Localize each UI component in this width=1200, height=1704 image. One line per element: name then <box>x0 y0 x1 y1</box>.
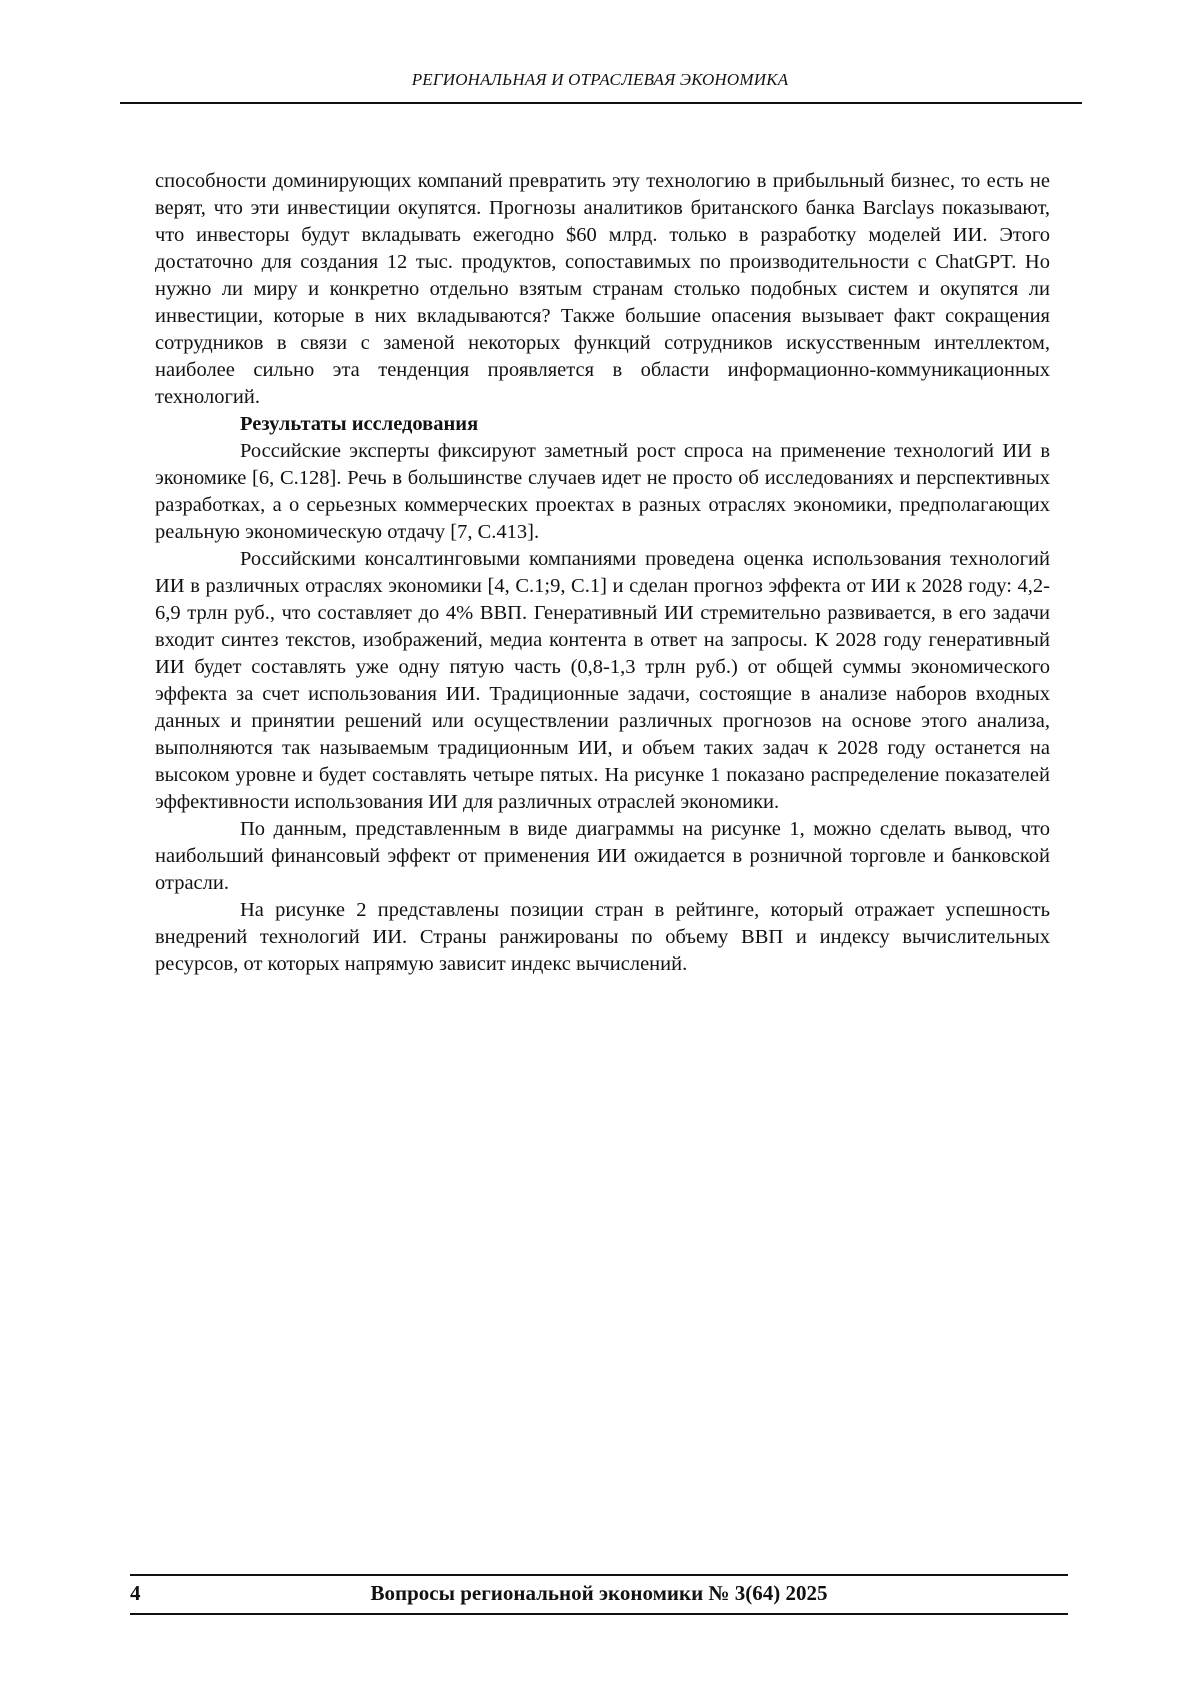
paragraph-demand: Российские эксперты фиксируют заметный рост спроса на применение технологий ИИ в экономике [6, С.128]. Речь в большинстве случаев идет не просто об исследованиях и перспективных разработках, а о серьезных коммерческих проектах в разных отраслях экономики, предполагающих реальную экономическую отдачу [7, С.413]. <box>155 440 1050 543</box>
paragraph-continuation: способности доминирующих компаний превратить эту технологию в прибыльный бизнес, то есть не верят, что эти инвестиции окупятся. Прогнозы аналитиков британского банка Barclays показывают, что инвесторы будут вкладывать ежегодно $60 млрд. только в разработку моделей ИИ. Этого достаточно для создания 12 тыс. продуктов, сопоставимых по производительности с ChatGPT. Но нужно ли миру и конкретно отдельно взятым странам столько подобных систем и окупятся ли инвестиции, которые в них вкладываются? Также большие опасения вызывает факт сокращения сотрудников в связи с заменой некоторых функций сотрудников искусственным интеллектом, наиболее сильно эта тенденция проявляется в области информационно-коммуникационных технологий. <box>155 170 1050 408</box>
paragraph-assessment: Российскими консалтинговыми компаниями проведена оценка использования технологий ИИ в различных отраслях экономики [4, С.1;9, С.1] и сделан прогноз эффекта от ИИ к 2028 году: 4,2-6,9 трлн руб., что составляет до 4% ВВП. Генеративный ИИ стремительно развивается, в его задачи входит синтез текстов, изображений, медиа контента в ответ на запросы. К 2028 году генеративный ИИ будет составлять уже одну пятую часть (0,8-1,3 трлн руб.) от общей суммы экономического эффекта за счет использования ИИ. Традиционные задачи, состоящие в анализе наборов входных данных и принятии решений или осуществлении различных прогнозов на основе этого анализа, выполняются так называемым традиционным ИИ, и объем таких задач к 2028 году останется на высоком уровне и будет составлять четыре пятых. На рисунке 1 показано распределение показателей эффективности использования ИИ для различных отраслей экономики. <box>155 548 1050 813</box>
section-heading-results: Результаты исследования <box>240 413 479 435</box>
paragraph-figure-1-conclusion: По данным, представленным в виде диаграммы на рисунке 1, можно сделать вывод, что наибольший финансовый эффект от применения ИИ ожидается в розничной торговле и банковской отрасли. <box>155 818 1050 894</box>
article-body <box>155 168 1050 978</box>
journal-title: Вопросы региональной экономики № 3(64) 2025 <box>370 1581 828 1605</box>
running-head: РЕГИОНАЛЬНАЯ И ОТРАСЛЕВАЯ ЭКОНОМИКА <box>411 70 789 89</box>
footer-divider-bottom <box>130 1613 1068 1615</box>
page-number: 4 <box>130 1581 141 1605</box>
header-divider <box>120 102 1082 104</box>
paragraph-figure-2-intro: На рисунке 2 представлены позиции стран в рейтинге, который отражает успешность внедрений технологий ИИ. Страны ранжированы по объему ВВП и индексу вычислительных ресурсов, от которых напрямую зависит индекс вычислений. <box>155 899 1050 975</box>
footer-divider-top <box>130 1574 1068 1576</box>
